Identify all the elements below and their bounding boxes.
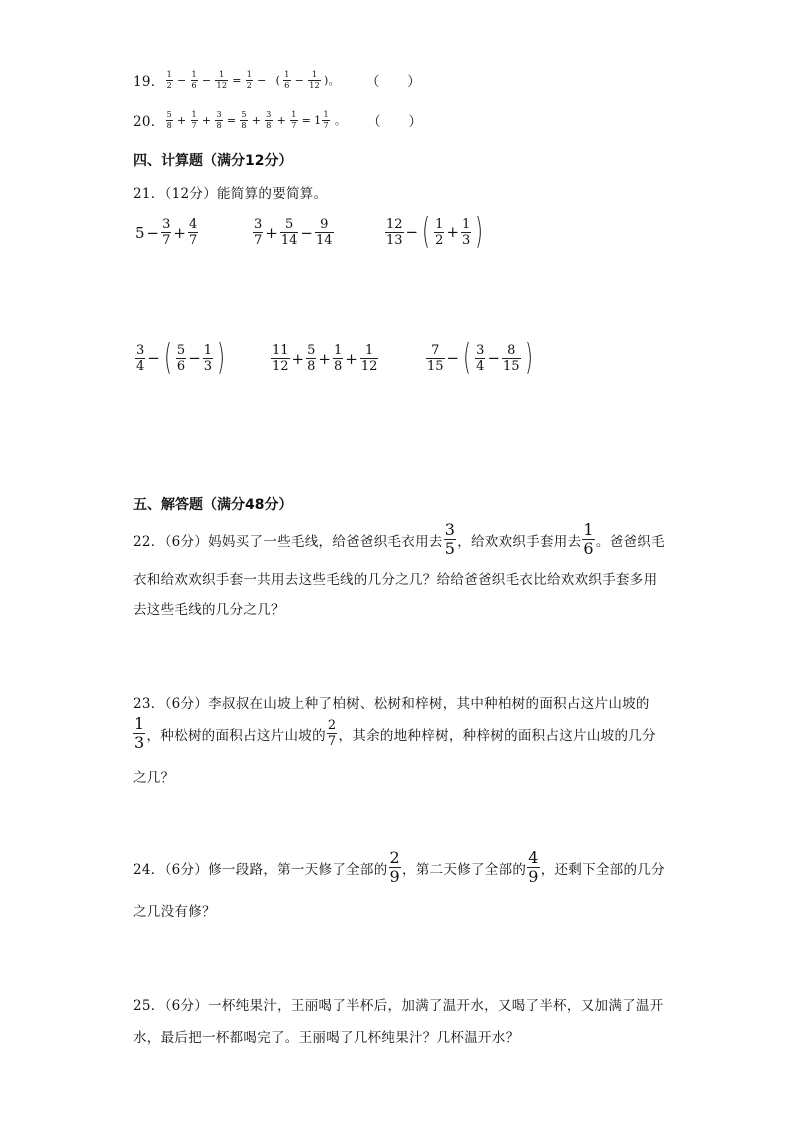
fraction: 5 8 (241, 109, 247, 130)
expression-3: 12 13 − ( 1 2 + 1 3 ) (386, 211, 484, 252)
answer-bracket[interactable]: （ ） (367, 114, 423, 130)
fraction: 1 6 (284, 69, 290, 90)
fraction: 1 6 (191, 69, 197, 90)
fraction: 5 6 (176, 342, 186, 374)
fraction: 1 6 (583, 520, 594, 558)
fraction: 1 8 (333, 343, 343, 374)
question-23-line-1: 23．（6分）李叔叔在山坡上种了柏树、松树和梓树，其中种柏树的面积占这片山坡的 (133, 696, 650, 712)
fraction: 4 9 (528, 848, 539, 886)
fraction: 1 7 (291, 109, 297, 130)
fraction: 5 8 (307, 343, 316, 374)
fraction: 11 12 (272, 343, 289, 374)
fraction: 3 7 (254, 217, 263, 248)
fraction: 3 4 (476, 342, 485, 374)
question-23-line-2: 1 3 ，种松树的面积占这片山坡的 2 7 ，其余的地种梓树，种梓树的面积占这片山坡的几分 (134, 714, 656, 752)
fraction: 7 15 (427, 342, 444, 374)
fraction: 1 12 (216, 69, 228, 90)
fraction: 9 14 (315, 217, 333, 248)
fraction: 1 7 (191, 109, 197, 130)
q19-number: 19． (133, 74, 165, 90)
question-22-line-3: 去这些毛线的几分之几？ (133, 602, 285, 618)
fraction: 2 7 (327, 718, 337, 749)
fraction: 5 14 (280, 217, 298, 248)
question-25-line-2: 水，最后把一杯都喝完了。王丽喝了几杯纯果汁？几杯温开水？ (133, 1030, 520, 1046)
question-25-line-1: 25．（6分）一杯纯果汁，王丽喝了半杯后，加满了温开水，又喝了半杯，又加满了温开 (133, 998, 664, 1014)
fraction: 12 13 (386, 216, 403, 248)
question-19: 19． 1 2 − 1 6 − 1 12 = 1 2 − ( 1 6 − 1 12 ) 。 （ ） (133, 69, 422, 90)
expression-2: 3 7 + 5 14 − 9 14 (254, 217, 333, 248)
fraction: 1 12 (309, 69, 320, 90)
fraction: 1 3 (203, 342, 213, 374)
fraction: 2 9 (389, 848, 401, 886)
expression-1: 5 − 3 7 + 4 7 (135, 217, 198, 248)
question-20: 20． 5 8 + 1 7 + 3 8 = 5 8 + 3 8 + 1 7 = 1 1 7 。 （ ） (133, 109, 423, 130)
fraction: 1 7 (323, 109, 329, 130)
expression-6: 7 15 − ( 3 4 − 8 15 ) (427, 337, 533, 378)
expression-5: 11 12 + 5 8 + 1 8 + 1 12 (272, 343, 378, 374)
fraction: 1 12 (360, 343, 378, 374)
question-22-line-2: 衣和给欢欢织手套一共用去这些毛线的几分之几？给给爸爸织毛衣比给欢欢织手套多用 (133, 572, 658, 588)
question-24-line-1: 24．（6分）修一段路，第一天修了全部的 2 9 ，第二天修了全部的 4 9 ，还剩下全部的几分 (133, 848, 665, 886)
q20-number: 20． (133, 114, 165, 130)
fraction: 4 7 (188, 217, 198, 248)
fraction: 3 5 (444, 520, 456, 558)
fraction: 3 7 (162, 217, 171, 248)
question-21: 21．（12分）能简算的要简算。 (133, 186, 328, 202)
fraction: 3 8 (266, 109, 272, 130)
question-22-line-1: 22．（6分）妈妈买了一些毛线，给爸爸织毛衣用去 3 5 ，给欢欢织手套用去 1 6 。爸爸织毛 (133, 520, 665, 558)
fraction: 1 3 (134, 714, 145, 752)
expression-4: 3 4 − ( 5 6 − 1 3 ) (136, 337, 225, 378)
fraction: 1 2 (166, 69, 172, 90)
section-5-title: 五、解答题（满分48分） (133, 497, 293, 513)
fraction: 1 3 (462, 216, 471, 248)
fraction: 3 8 (216, 109, 222, 130)
question-23-line-3: 之几？ (133, 770, 175, 786)
fraction: 8 15 (503, 342, 520, 374)
question-24-line-2: 之几没有修？ (133, 904, 216, 920)
section-4-title: 四、计算题（满分12分） (133, 153, 293, 169)
fraction: 3 4 (136, 342, 145, 374)
fraction: 1 2 (435, 216, 444, 248)
answer-bracket[interactable]: （ ） (365, 74, 422, 90)
fraction: 5 8 (166, 109, 172, 130)
fraction: 1 2 (246, 69, 253, 90)
